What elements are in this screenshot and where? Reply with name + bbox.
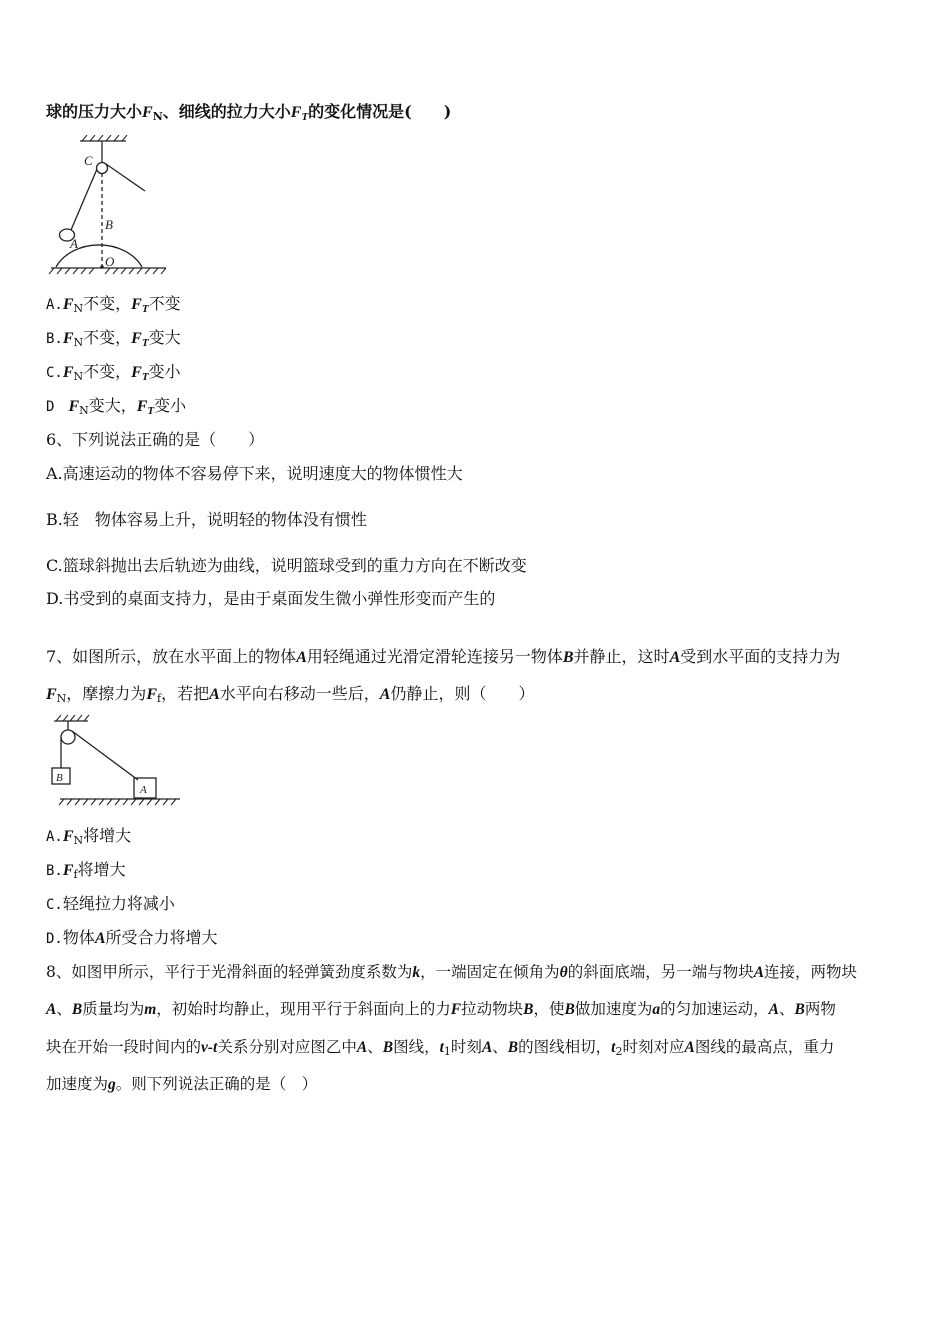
q8-stem-line2: A、B质量均为m，初始时均静止，现用平行于斜面向上的力F拉动物块B，使B做加速度为a的匀加速运动，A、B两物	[46, 1000, 836, 1018]
q6-option-a[interactable]: A.高速运动的物体不容易停下来，说明速度大的物体惯性大	[46, 464, 463, 483]
q5-option-b[interactable]: $B.F_N$不变，$F_T$变大	[46, 328, 181, 349]
q5-rope-left	[71, 169, 97, 230]
q5-var-fn: F	[142, 104, 153, 121]
q8-stem-line4: 加速度为g。则下列说法正确的是（ ）	[46, 1075, 318, 1093]
q5-label-b: B	[105, 217, 113, 232]
q5-label-o: O	[105, 254, 115, 269]
q6-option-b[interactable]: B.轻 物体容易上升，说明轻的物体没有惯性	[46, 510, 367, 529]
q5-center-point	[100, 265, 104, 269]
q5-stem-text-a: 球的压力大小	[46, 102, 143, 121]
q5-option-a[interactable]: $A.F_N$不变，$F_T$不变	[46, 294, 181, 315]
q7-label-b: B	[56, 772, 63, 784]
q5-pulley	[97, 163, 108, 174]
q7-stem-line2: $F_N$，摩擦力为$F_f$，若把A水平向右移动一些后，A仍静止，则（ ）	[46, 684, 535, 705]
q5-label-a: A	[70, 236, 78, 251]
q6-stem: 6、下列说法正确的是（ ）	[46, 430, 265, 449]
q7-option-a[interactable]: $A.F_N$将增大	[46, 826, 132, 847]
q5-stem-text-b: 、细线的拉力大小	[162, 102, 291, 121]
q5-stem-text-c: 的变化情况是( )	[308, 102, 452, 121]
q5-figure	[46, 135, 176, 275]
q5-rope-right	[106, 164, 145, 191]
q6-option-c[interactable]: C.篮球斜抛出去后轨迹为曲线，说明篮球受到的重力方向在不断改变	[46, 556, 527, 575]
q8-stem-line1: 8、如图甲所示，平行于光滑斜面的轻弹簧劲度系数为k，一端固定在倾角为θ的斜面底端，另一端与物块A连接，两物块	[46, 963, 858, 981]
q5-stem	[46, 102, 451, 127]
q5-option-c[interactable]: $C.F_N$不变，$F_T$变小	[46, 362, 181, 383]
q8-stem-line3: 块在开始一段时间内的v-t关系分别对应图乙中A、B图线，$t_1$时刻A、B的图线相切，$t_2$时刻对应A图线的最高点，重力	[46, 1038, 835, 1058]
q5-var-fn-sub: N	[152, 110, 163, 123]
q5-label-c: C	[84, 153, 93, 168]
q5-var-ft-sub: T	[301, 111, 309, 123]
q7-stem-line1: 7、如图所示，放在水平面上的物体A用轻绳通过光滑定滑轮连接另一物体B并静止，这时A受到水平面的支持力为	[46, 647, 841, 666]
q7-option-b[interactable]: $B.F_f$将增大	[46, 860, 126, 881]
q5-option-d[interactable]: D $F_N$变大，$F_T$变小	[46, 396, 187, 417]
q5-var-ft: F	[290, 104, 302, 121]
q7-option-d[interactable]: D.物体A所受合力将增大	[46, 928, 218, 947]
q6-option-d[interactable]: D.书受到的桌面支持力，是由于桌面发生微小弹性形变而产生的	[46, 589, 496, 608]
q7-option-c[interactable]: C.轻绳拉力将减小	[46, 894, 175, 913]
q7-label-a: A	[140, 784, 147, 796]
q5-hemisphere	[56, 245, 142, 267]
q7-figure	[46, 714, 186, 810]
q7-rope-a	[72, 731, 138, 780]
